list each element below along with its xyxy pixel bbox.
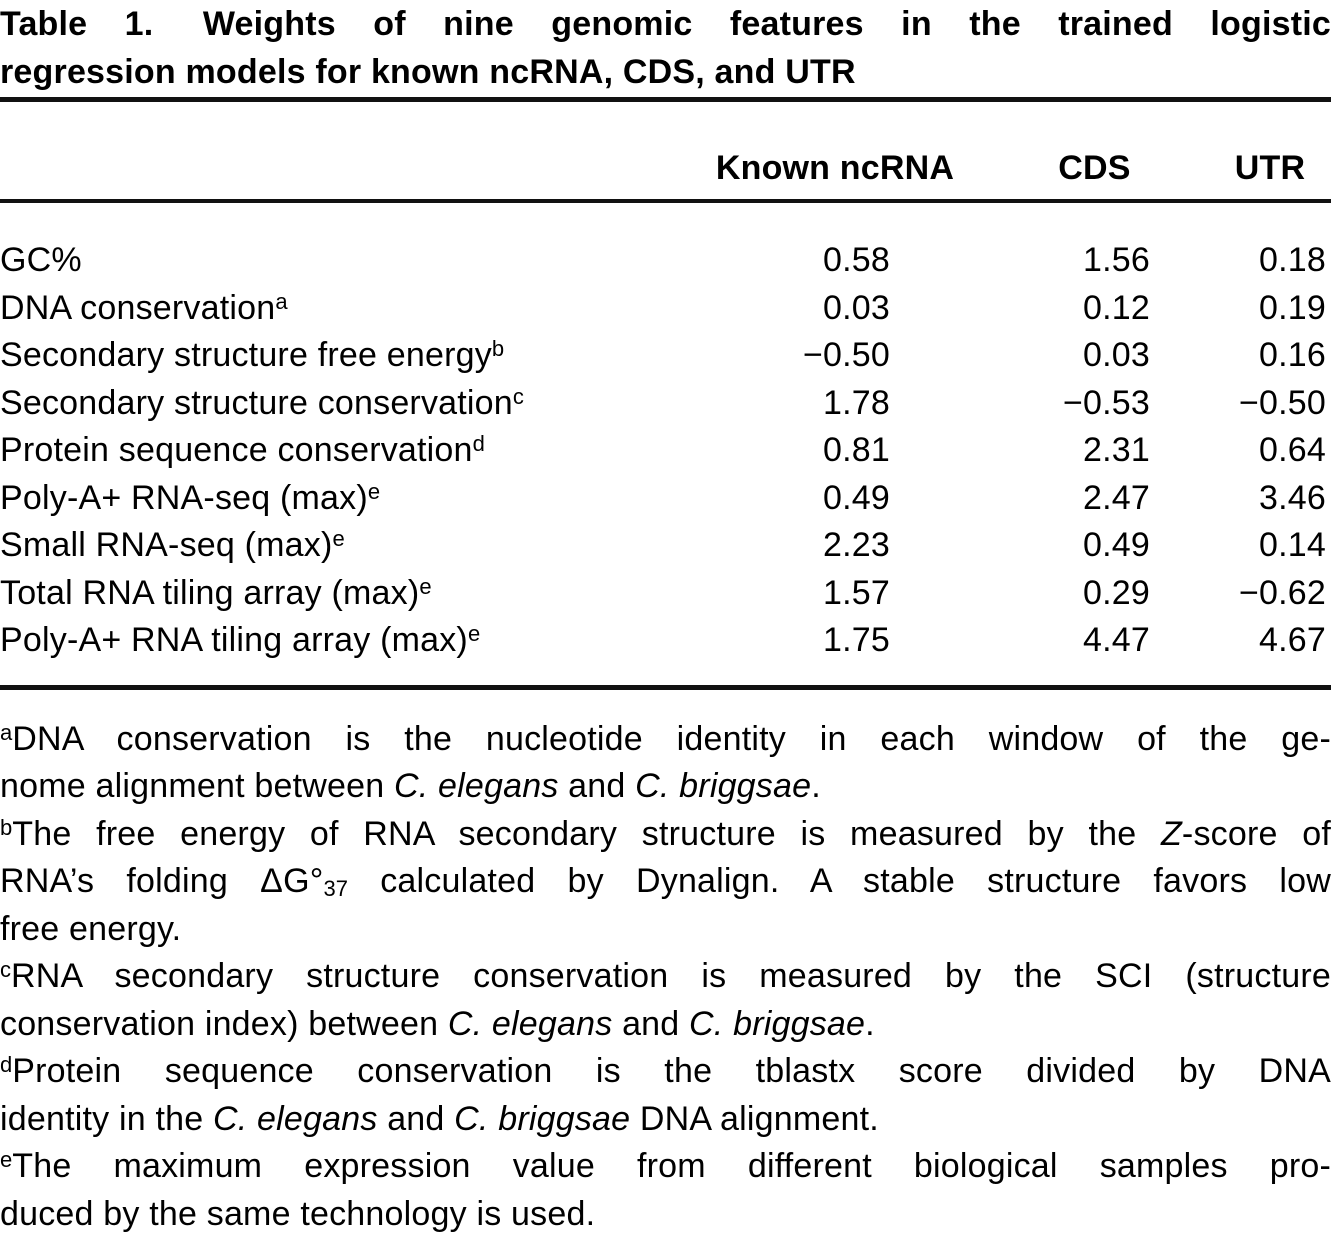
table-header-row bbox=[0, 144, 1331, 192]
footnote-line bbox=[0, 858, 1331, 906]
footnote-text-segment: RNA’s folding ΔG° bbox=[0, 862, 324, 900]
footnote-line bbox=[0, 953, 1331, 1001]
footnote-text-segment: conservation index) between bbox=[0, 1004, 448, 1043]
feature-footnote-marker: e bbox=[467, 621, 481, 647]
value-known-ncrna: 0.49 bbox=[823, 478, 890, 517]
footnote-marker: a bbox=[0, 719, 13, 745]
feature-column-header-empty bbox=[0, 144, 690, 192]
table-title-line1-text: Weights of nine genomic features in the trained logistic bbox=[202, 5, 1331, 43]
feature-footnote-marker: a bbox=[275, 288, 288, 314]
footnote-line bbox=[0, 1096, 1331, 1144]
footnote-text-segment: C. briggsae bbox=[635, 767, 812, 805]
footnote-marker: d bbox=[0, 1052, 13, 1078]
feature-footnote-marker: d bbox=[472, 431, 485, 457]
footnote-text-segment: nome alignment between bbox=[0, 767, 394, 805]
value-known-ncrna: 1.57 bbox=[823, 573, 890, 612]
table-row bbox=[0, 475, 1331, 523]
table-row bbox=[0, 570, 1331, 618]
value-known-ncrna: 1.75 bbox=[823, 621, 890, 659]
value-cds: 0.29 bbox=[1083, 573, 1150, 612]
footnote-line bbox=[0, 811, 1331, 859]
footnote-text-segment: and bbox=[612, 1004, 690, 1043]
table-number-label: Table 1. bbox=[0, 5, 154, 43]
footnote-line bbox=[0, 1048, 1331, 1096]
footnote-text-segment: The free energy of RNA secondary structure is measured by the bbox=[12, 814, 1161, 853]
feature-footnote-marker: e bbox=[367, 478, 381, 504]
footnote-text-segment: RNA secondary structure conservation is measured by the SCI (structure bbox=[11, 957, 1331, 995]
value-utr: 0.18 bbox=[1259, 241, 1326, 279]
value-utr: −0.62 bbox=[1238, 573, 1326, 612]
value-cds: 2.31 bbox=[1083, 431, 1150, 469]
table-footnotes bbox=[0, 716, 1331, 1239]
table-row bbox=[0, 285, 1331, 333]
value-cds: −0.53 bbox=[1062, 383, 1150, 422]
footnote-line bbox=[0, 1191, 1331, 1239]
footnote-text-segment: DNA conservation is the nucleotide identity in each window of the ge- bbox=[12, 719, 1331, 758]
feature-footnote-marker: c bbox=[512, 383, 524, 409]
value-known-ncrna: 2.23 bbox=[823, 526, 890, 564]
footnote-text-segment: Z bbox=[1160, 814, 1182, 853]
footnote-text-segment: -score of bbox=[1181, 814, 1331, 853]
feature-cell: DNA conservation$^a$ bbox=[0, 288, 288, 327]
footnote-marker: b bbox=[0, 814, 13, 840]
footnote-line bbox=[0, 763, 1331, 811]
value-known-ncrna: −0.50 bbox=[802, 336, 890, 374]
header-rule bbox=[0, 199, 1331, 203]
value-utr: 0.19 bbox=[1259, 288, 1326, 327]
feature-cell: Small RNA-seq $(\max)^e$ bbox=[0, 526, 345, 564]
feature-cell: Total RNA tiling array $(\max)^e$ bbox=[0, 573, 432, 612]
value-utr: 0.16 bbox=[1259, 336, 1326, 374]
footnote-text-segment: and bbox=[377, 1099, 455, 1138]
footnote-text-segment: The maximum expression value from different biological samples pro- bbox=[12, 1147, 1331, 1185]
footnote-text-segment: C. elegans bbox=[447, 1004, 613, 1043]
value-utr: 4.67 bbox=[1259, 621, 1326, 659]
value-known-ncrna: 0.58 bbox=[823, 241, 890, 279]
feature-cell: Poly-A+ RNA tiling array $(\max)^e$ bbox=[0, 621, 481, 659]
value-known-ncrna: 0.81 bbox=[823, 431, 890, 469]
value-cds: 1.56 bbox=[1083, 241, 1150, 279]
value-known-ncrna: 0.03 bbox=[823, 288, 890, 327]
footnote-marker: e bbox=[0, 1147, 13, 1173]
value-cds: 0.49 bbox=[1083, 526, 1150, 564]
footnote-line bbox=[0, 1143, 1331, 1191]
footnote-text-segment: . bbox=[865, 1004, 875, 1043]
footnote-text-segment: C. briggsae bbox=[689, 1004, 866, 1043]
footnote-text-segment: DNA alignment. bbox=[630, 1099, 879, 1138]
table-title-line2: regression models for known ncRNA, CDS, and UTR bbox=[0, 53, 856, 91]
bottom-rule bbox=[0, 685, 1331, 690]
footnote-line bbox=[0, 906, 1331, 954]
table-row bbox=[0, 380, 1331, 428]
footnote-text-segment: Protein sequence conservation is the tblastx score divided by DNA bbox=[12, 1052, 1331, 1090]
table-row bbox=[0, 427, 1331, 475]
table-row bbox=[0, 237, 1331, 285]
value-cds: 2.47 bbox=[1083, 478, 1150, 517]
footnote-text-segment: 37 bbox=[323, 875, 349, 901]
footnote-text-segment: . bbox=[811, 767, 821, 805]
value-utr: −0.50 bbox=[1238, 383, 1326, 422]
footnote-text-segment: identity in the bbox=[0, 1099, 213, 1138]
footnote-text-segment: calculated by Dynalign. A stable structure favors low bbox=[348, 862, 1331, 900]
value-utr: 0.14 bbox=[1259, 526, 1326, 564]
value-known-ncrna: 1.78 bbox=[823, 383, 890, 422]
table-body bbox=[0, 237, 1331, 665]
feature-cell: Protein sequence conservation$^d$ bbox=[0, 431, 485, 469]
feature-cell: GC% bbox=[0, 241, 82, 279]
table-title-line1 bbox=[0, 0, 1331, 48]
table-row bbox=[0, 332, 1331, 380]
feature-cell: Secondary structure free energy$^b$ bbox=[0, 336, 505, 374]
feature-cell: Secondary structure conservation$^c$ bbox=[0, 383, 524, 422]
col-header-known-ncrna: Known ncRNA bbox=[715, 149, 955, 187]
footnote-text-segment: duced by the same technology is used. bbox=[0, 1194, 596, 1233]
value-utr: 3.46 bbox=[1259, 478, 1326, 517]
value-utr: 0.64 bbox=[1259, 431, 1326, 469]
feature-footnote-marker: b bbox=[491, 336, 505, 362]
table-title bbox=[0, 0, 1331, 96]
footnote-text-segment: and bbox=[558, 767, 636, 805]
top-rule bbox=[0, 97, 1331, 102]
footnote-text-segment: C. briggsae bbox=[454, 1099, 631, 1138]
feature-footnote-marker: e bbox=[332, 526, 345, 552]
col-header-cds: CDS bbox=[1058, 149, 1131, 187]
table-row bbox=[0, 522, 1331, 570]
footnote-text-segment: C. elegans bbox=[213, 1099, 378, 1138]
feature-footnote-marker: e bbox=[419, 573, 432, 599]
col-header-utr: UTR bbox=[1234, 149, 1306, 187]
footnote-line bbox=[0, 1001, 1331, 1049]
value-cds: 4.47 bbox=[1083, 621, 1150, 659]
footnote-text-segment: free energy. bbox=[0, 909, 182, 948]
value-cds: 0.03 bbox=[1083, 336, 1150, 374]
table-row bbox=[0, 617, 1331, 665]
footnote-marker: c bbox=[0, 957, 11, 983]
feature-cell: Poly-A+ RNA-seq $(\max)^e$ bbox=[0, 478, 381, 517]
footnote-line bbox=[0, 716, 1331, 764]
value-cds: 0.12 bbox=[1083, 288, 1150, 327]
footnote-text-segment: C. elegans bbox=[393, 767, 559, 805]
